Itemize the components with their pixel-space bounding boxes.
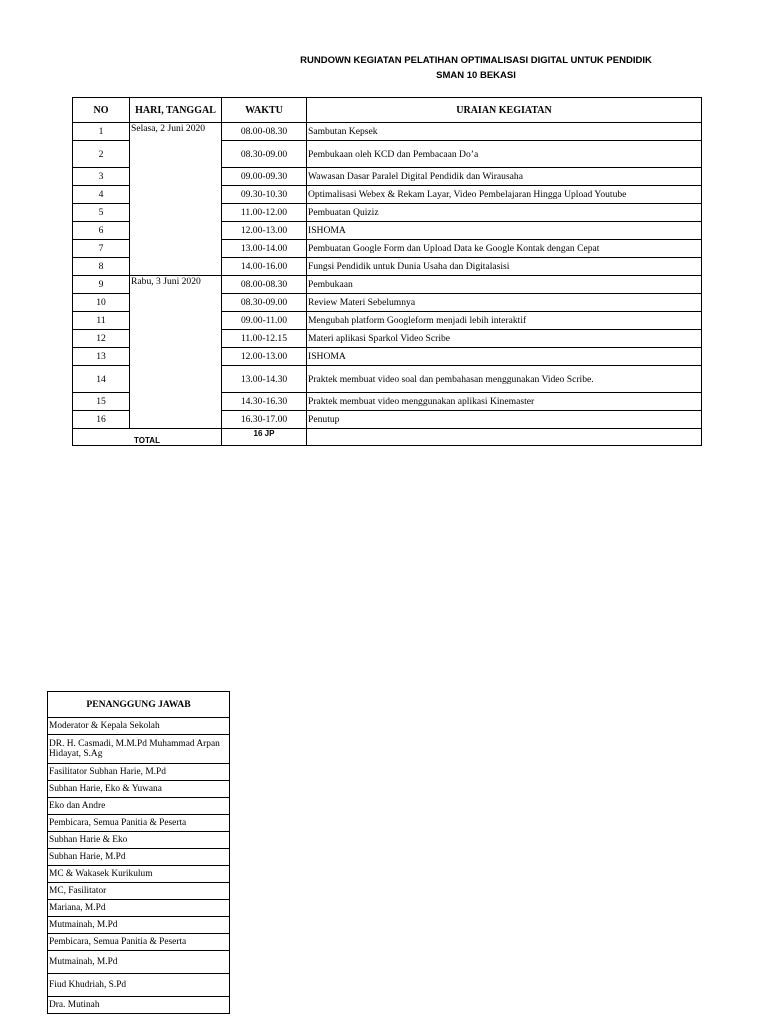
header-no: NO — [73, 98, 130, 123]
pj-row — [48, 866, 230, 883]
pj-cell: Pembicara, Semua Panitia & Peserta — [48, 815, 230, 832]
pj-row — [48, 798, 230, 815]
row-waktu: 08.30-09.00 — [222, 141, 307, 168]
row-no: 9 — [73, 276, 130, 294]
row-no: 5 — [73, 204, 130, 222]
pj-cell: Subhan Harie & Eko — [48, 832, 230, 849]
pj-row — [48, 815, 230, 832]
pj-row — [48, 735, 230, 764]
row-no: 3 — [73, 168, 130, 186]
row-no: 8 — [73, 258, 130, 276]
pj-row — [48, 951, 230, 974]
row-uraian: ISHOMA — [307, 348, 702, 366]
pj-cell: MC & Wakasek Kurikulum — [48, 866, 230, 883]
header-waktu: WAKTU — [222, 98, 307, 123]
row-waktu: 12.00-13.00 — [222, 222, 307, 240]
row-waktu: 08.00-08.30 — [222, 123, 307, 141]
pj-row — [48, 781, 230, 798]
document-title: RUNDOWN KEGIATAN PELATIHAN OPTIMALISASI DIGITAL UNTUK PENDIDIK — [300, 55, 652, 66]
row-no: 10 — [73, 294, 130, 312]
row-waktu: 08.30-09.00 — [222, 294, 307, 312]
row-uraian: Penutup — [307, 411, 702, 429]
total-row — [73, 429, 702, 446]
pj-cell: Pembicara, Semua Panitia & Peserta — [48, 934, 230, 951]
row-waktu: 13.00-14.30 — [222, 366, 307, 393]
day-cell: Selasa, 2 Juni 2020 — [130, 123, 222, 276]
table-row — [73, 276, 702, 294]
pj-row — [48, 900, 230, 917]
row-uraian: Pembukaan — [307, 276, 702, 294]
pj-row — [48, 917, 230, 934]
row-no: 15 — [73, 393, 130, 411]
pj-row — [48, 883, 230, 900]
total-value: 16 JP — [222, 429, 307, 446]
penanggung-jawab-table — [47, 691, 230, 1014]
rundown-table — [72, 97, 702, 446]
row-waktu: 11.00-12.00 — [222, 204, 307, 222]
row-uraian: Wawasan Dasar Paralel Digital Pendidik dan Wirausaha — [307, 168, 702, 186]
row-waktu: 14.30-16.30 — [222, 393, 307, 411]
pj-cell: Mutmainah, M.Pd — [48, 917, 230, 934]
row-no: 12 — [73, 330, 130, 348]
row-uraian: Pembuatan Quiziz — [307, 204, 702, 222]
pj-row — [48, 849, 230, 866]
pj-row — [48, 974, 230, 997]
row-uraian: Pembukaan oleh KCD dan Pembacaan Do’a — [307, 141, 702, 168]
pj-row — [48, 832, 230, 849]
pj-row — [48, 764, 230, 781]
total-label: TOTAL — [73, 429, 222, 446]
header-uraian: URAIAN KEGIATAN — [307, 98, 702, 123]
row-uraian: Review Materi Sebelumnya — [307, 294, 702, 312]
pj-header-row — [48, 692, 230, 718]
day-cell: Rabu, 3 Juni 2020 — [130, 276, 222, 429]
pj-row — [48, 718, 230, 735]
pj-cell: Eko dan Andre — [48, 798, 230, 815]
row-uraian: ISHOMA — [307, 222, 702, 240]
row-uraian: Sambutan Kepsek — [307, 123, 702, 141]
row-uraian: Pembuatan Google Form dan Upload Data ke Google Kontak dengan Cepat — [307, 240, 702, 258]
row-waktu: 14.00-16.00 — [222, 258, 307, 276]
row-waktu: 08.00-08.30 — [222, 276, 307, 294]
row-no: 1 — [73, 123, 130, 141]
pj-cell: Mariana, M.Pd — [48, 900, 230, 917]
row-uraian: Fungsi Pendidik untuk Dunia Usaha dan Digitalasisi — [307, 258, 702, 276]
row-uraian: Praktek membuat video soal dan pembahasan menggunakan Video Scribe. — [307, 366, 702, 393]
row-waktu: 09.00-11.00 — [222, 312, 307, 330]
header-hari-tanggal: HARI, TANGGAL — [130, 98, 222, 123]
pj-cell: Fiud Khudriah, S.Pd — [48, 974, 230, 997]
pj-cell: Subhan Harie, Eko & Yuwana — [48, 781, 230, 798]
pj-cell: MC, Fasilitator — [48, 883, 230, 900]
pj-cell: Dra. Mutinah — [48, 997, 230, 1014]
total-empty-cell — [307, 429, 702, 446]
row-waktu: 09.30-10.30 — [222, 186, 307, 204]
row-no: 6 — [73, 222, 130, 240]
row-uraian: Praktek membuat video menggunakan aplikasi Kinemaster — [307, 393, 702, 411]
row-no: 13 — [73, 348, 130, 366]
table-row — [73, 123, 702, 141]
pj-cell: Subhan Harie, M.Pd — [48, 849, 230, 866]
row-waktu: 16.30-17.00 — [222, 411, 307, 429]
pj-header: PENANGGUNG JAWAB — [48, 692, 230, 718]
pj-cell: Moderator & Kepala Sekolah — [48, 718, 230, 735]
row-waktu: 09.00-09.30 — [222, 168, 307, 186]
row-waktu: 11.00-12.15 — [222, 330, 307, 348]
row-waktu: 13.00-14.00 — [222, 240, 307, 258]
row-no: 7 — [73, 240, 130, 258]
row-waktu: 12.00-13.00 — [222, 348, 307, 366]
row-no: 14 — [73, 366, 130, 393]
row-uraian: Mengubah platform Googleform menjadi lebih interaktif — [307, 312, 702, 330]
row-uraian: Optimalisasi Webex & Rekam Layar, Video Pembelajaran Hingga Upload Youtube — [307, 186, 702, 204]
row-no: 2 — [73, 141, 130, 168]
document-subtitle: SMAN 10 BEKASI — [436, 70, 516, 81]
pj-row — [48, 934, 230, 951]
row-no: 16 — [73, 411, 130, 429]
row-no: 11 — [73, 312, 130, 330]
pj-cell: Fasilitator Subhan Harie, M.Pd — [48, 764, 230, 781]
row-uraian: Materi aplikasi Sparkol Video Scribe — [307, 330, 702, 348]
row-no: 4 — [73, 186, 130, 204]
table-header-row — [73, 98, 702, 123]
pj-cell: Mutmainah, M.Pd — [48, 951, 230, 974]
pj-cell: DR. H. Casmadi, M.M.Pd Muhammad Arpan Hidayat, S.Ag — [48, 735, 230, 764]
pj-row — [48, 997, 230, 1014]
